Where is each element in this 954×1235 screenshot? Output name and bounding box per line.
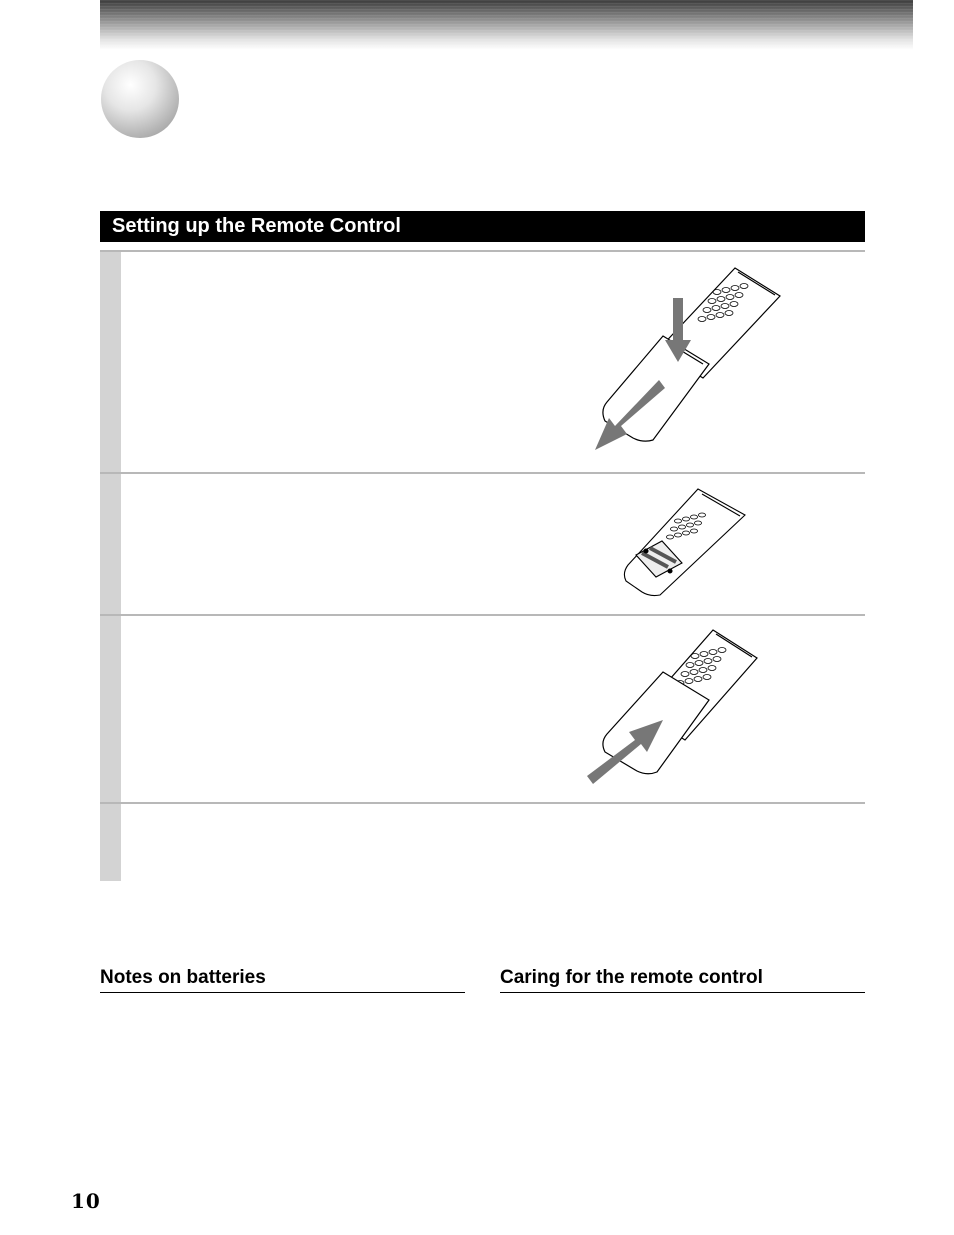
step-divider xyxy=(100,472,865,474)
remote-close-cover-illustration xyxy=(585,622,770,794)
header-band xyxy=(100,0,913,50)
step-divider xyxy=(100,250,865,252)
notes-batteries-heading: Notes on batteries xyxy=(100,966,465,993)
section-title-bar xyxy=(100,211,865,242)
remote-open-cover-illustration xyxy=(585,258,795,458)
step-divider xyxy=(100,802,865,804)
section-title: Setting up the Remote Control xyxy=(112,215,401,237)
steps-sidebar xyxy=(100,252,121,881)
chapter-marker-circle xyxy=(101,60,179,138)
step-divider xyxy=(100,614,865,616)
page-number: 10 xyxy=(71,1189,101,1213)
remote-insert-batteries-illustration xyxy=(620,485,755,600)
notes-care-heading: Caring for the remote control xyxy=(500,966,865,993)
